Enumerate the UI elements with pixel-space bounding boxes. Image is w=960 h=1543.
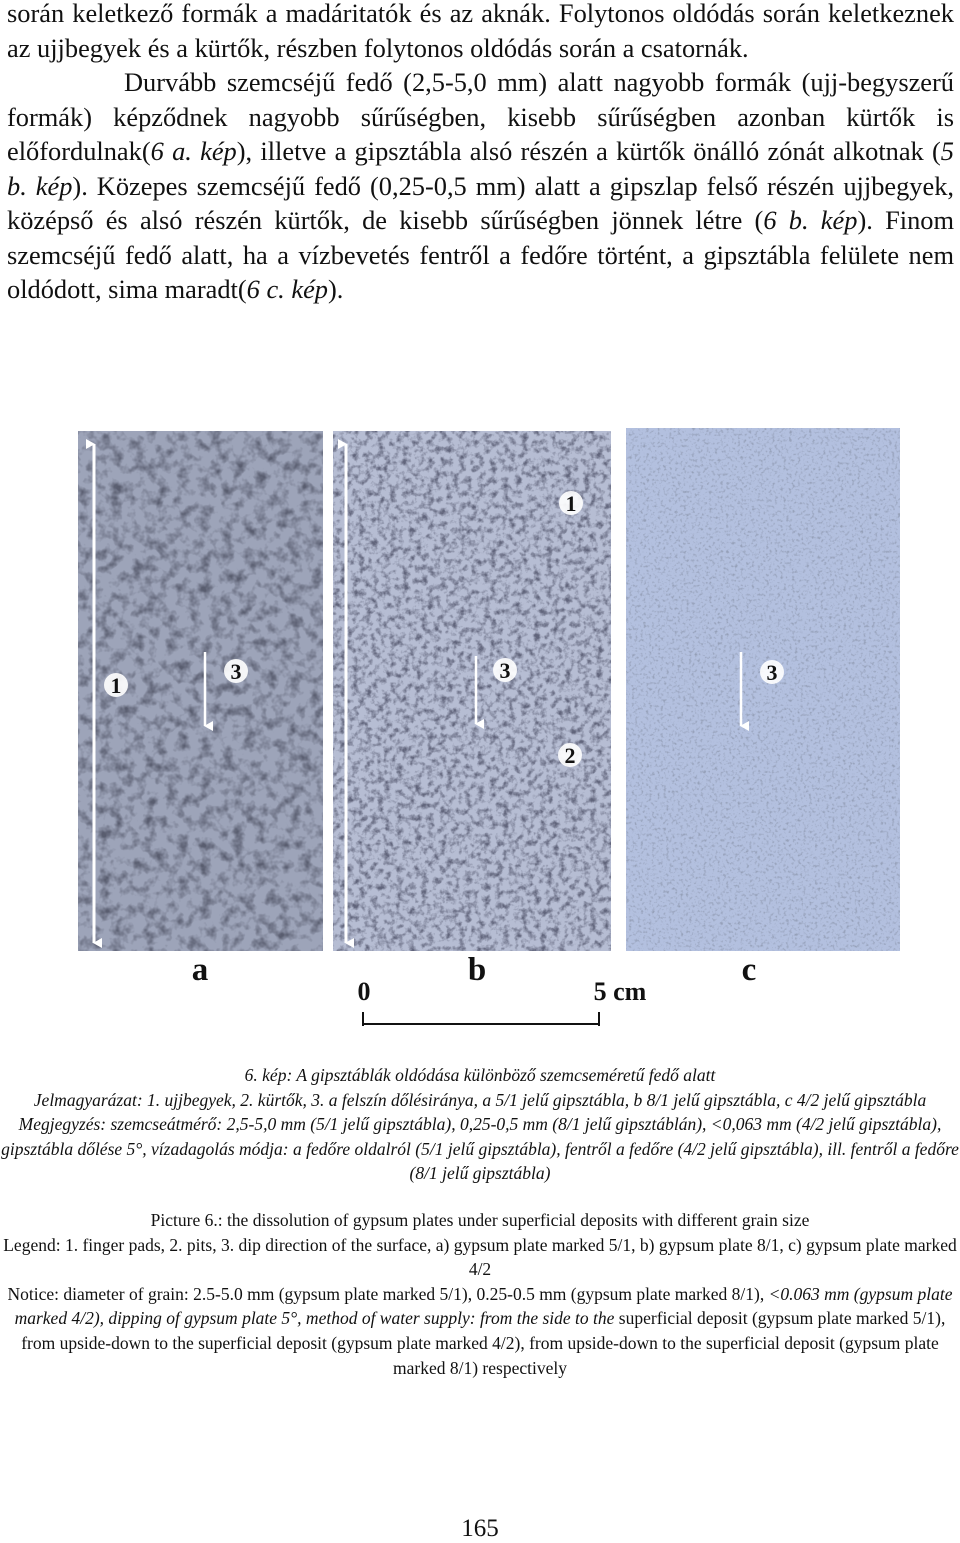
caption-hu-line (0, 1112, 960, 1186)
panel-a-marker-1: 1 (110, 673, 122, 698)
panel-b (333, 431, 611, 951)
caption-hungarian (0, 1063, 960, 1186)
caption-hu-text: Jelmagyarázat: 1. ujjbegyek, 2. kürtők, 3. a felszín dőlésiránya, a 5/1 jelű gipsztábla, b 8/1 jelű gipsztábla, c 4/2 jelű gipsztábla (33, 1089, 927, 1110)
panel-b-marker-1: 1 (565, 491, 577, 516)
caption-en-line (0, 1282, 960, 1380)
paragraph-2-run: 6 c. kép (246, 274, 328, 304)
caption-hu-line (0, 1063, 960, 1088)
caption-hu-text: 6. kép: A gipsztáblák oldódása különböző szemcseméretű fedő alatt (244, 1065, 716, 1085)
paragraph-2-run: ), illetve a gipsztábla alsó részén a kürtők önálló zónát alkotnak ( (236, 136, 941, 166)
caption-en-text: Notice: diameter of grain: 2.5-5.0 mm (gypsum plate marked 5/1), 0.25-0.5 mm (gypsum plate marked 8/1), (7, 1283, 769, 1304)
paragraph-1 (7, 0, 954, 65)
scale-end-label: 5 cm (593, 977, 647, 1006)
paragraph-2-run: Durvább szemcséjű fedő (2,5-5,0 mm) alatt nagyobb formák (ujj-begyszerű formák) képződnek nagyobb sűrűségben, kisebb sűrűségben azonban kürtők is előfordulnak( (7, 67, 954, 166)
panel-label-b: b (467, 952, 487, 988)
paragraph-2 (7, 65, 954, 307)
caption-en-text: <0.063 mm (gypsum plate marked 4/2), dipping of gypsum plate 5°, method of water supply: from the side to the (14, 1283, 953, 1329)
figure-6 (78, 428, 900, 1028)
paragraph-2-run: ). (328, 274, 344, 304)
caption-hu-text: Megjegyzés: szemcseátmérő: 2,5-5,0 mm (5/1 jelű gipsztábla), 0,25-0,5 mm (8/1 jelű gipsztáblán), <0,063 mm (4/2 jelű gipsztábla), gipsztábla dőlése 5°, vízadagolás módja: a fedőre oldalról (5/1 jelű gipsztábla), fentről a fedőre (4/2 jelű gipsztábla), ill. fentről a fedőre (8/1 jelű gipsztábla) (1, 1114, 959, 1184)
panel-a-marker-3: 3 (230, 659, 242, 684)
panel-label-c: c (741, 952, 757, 988)
scale-start-label: 0 (357, 977, 371, 1006)
panel-b-marker-2: 2 (564, 743, 576, 768)
caption-en-line (0, 1233, 960, 1282)
paragraph-2-run: ). Finom szemcséjű fedő alatt, ha a vízbevetés fentről a fedőre történt, a gipsztábla felülete nem oldódott, sima maradt( (7, 205, 954, 304)
panel-b-marker-3: 3 (499, 658, 511, 683)
panel-label-a: a (191, 952, 209, 988)
paragraph-2-run: 6 b. kép (763, 205, 858, 235)
page-number: 165 (461, 1515, 499, 1542)
paragraph-1-run: során keletkező formák a madáritatók és az aknák. Folytonos oldódás során keletkeznek az ujjbegyek és a kürtők, részben folytonos oldódás során a csatornák. (7, 0, 954, 63)
panel-a (78, 431, 323, 951)
paragraph-2-run: 6 a. kép (150, 136, 237, 166)
caption-en-text: Legend: 1. finger pads, 2. pits, 3. dip direction of the surface, a) gypsum plate marked 5/1, b) gypsum plate 8/1, c) gypsum plate marked 4/2 (3, 1234, 957, 1280)
paragraph-2-run: 5 b. kép (7, 136, 954, 201)
caption-english (0, 1208, 960, 1380)
caption-en-line (0, 1208, 960, 1233)
scale-bar (358, 977, 647, 1026)
caption-hu-line (0, 1088, 960, 1113)
paragraph-2-run: ). Közepes szemcséjű fedő (0,25-0,5 mm) alatt a gipszlap felső részén ujjbegyek, középső és alsó részén kürtők, de kisebb sűrűségben jönnek létre ( (7, 170, 955, 235)
panel-c-marker-3: 3 (766, 660, 778, 685)
caption-en-text: superficial deposit (gypsum plate marked 5/1), from upside-down to the superficial deposit (gypsum plate marked 4/2), from upside-down to the superficial deposit (gypsum plate marked 8/1) respectively (21, 1308, 946, 1378)
body-text (7, 0, 954, 307)
caption-en-text: Picture 6.: the dissolution of gypsum plates under superficial deposits with different grain size (150, 1210, 810, 1230)
panel-c (626, 428, 900, 951)
figure-6-image (78, 428, 900, 1028)
